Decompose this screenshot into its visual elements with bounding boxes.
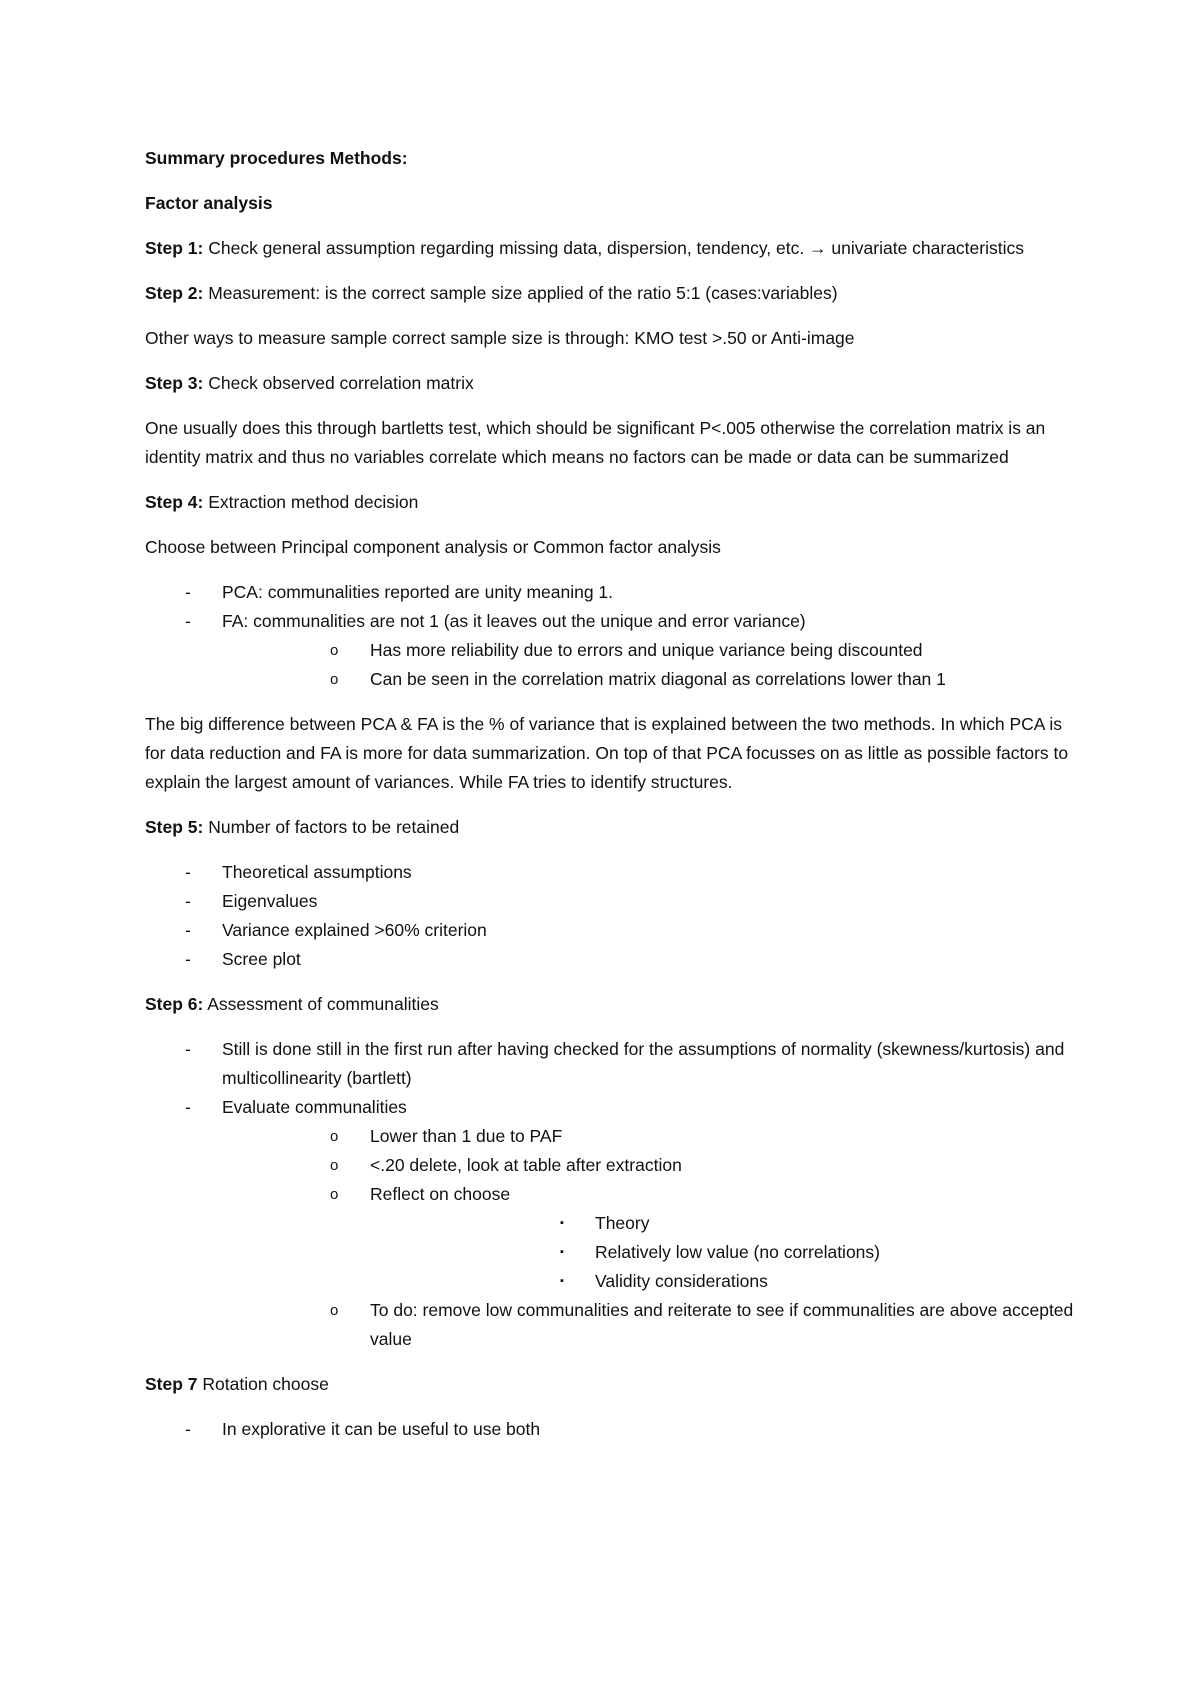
step-7-label: Step 7 [145,1374,198,1394]
list-item: - Evaluate communalities o Lower than 1 due to PAF o <.20 delete, look at table after extraction o Reflect on choose ▪ Theory ▪ Relatively low value (no correlations) ▪ Validity considerations o To do: remove low communalities and reiterate to see if communalities are above accepted value [145,1093,1075,1354]
step-5-text: Number of factors to be retained [203,817,460,837]
list-item: - Theoretical assumptions [145,858,1075,887]
list-item: ▪ Validity considerations [370,1267,1075,1296]
dash-bullet-icon: - [185,862,191,882]
list-item: ▪ Theory [370,1209,1075,1238]
dash-bullet-icon: - [185,891,191,911]
list-item: - Variance explained >60% criterion [145,916,1075,945]
step-4-label: Step 4: [145,492,204,512]
document-title: Summary procedures Methods: [145,148,408,168]
step-3-text: Check observed correlation matrix [203,373,474,393]
circle-bullet-icon: o [330,1302,339,1319]
square-bullet-icon: ▪ [560,1246,564,1258]
dash-bullet-icon: - [185,920,191,940]
dash-bullet-icon: - [185,1097,191,1117]
step-3 [145,369,1075,398]
step-2-note: Other ways to measure sample correct sample size is through: KMO test >.50 or Anti-image [145,328,855,348]
circle-bullet-icon: o [330,671,339,688]
communalities-sublist [222,1122,1075,1354]
list-item: o To do: remove low communalities and reiterate to see if communalities are above accepted value [222,1296,1075,1354]
step-6-text: Assessment of communalities [203,994,439,1014]
step-7-text: Rotation choose [197,1374,329,1394]
fa-sublist [222,636,1075,694]
list-item: - In explorative it can be useful to use both [145,1415,1075,1444]
dash-bullet-icon: - [185,949,191,969]
step-2-label: Step 2: [145,283,204,303]
square-bullet-icon: ▪ [560,1275,564,1287]
step-6-label: Step 6: [145,994,204,1014]
step-3-label: Step 3: [145,373,204,393]
step-3-note: One usually does this through bartletts test, which should be significant P<.005 otherwise the correlation matrix is an identity matrix and thus no variables correlate which means no factors can be made or data can be summarized [145,418,1046,467]
document-body [145,144,1075,1460]
circle-bullet-icon: o [330,1186,339,1203]
circle-bullet-icon: o [330,1128,339,1145]
dash-bullet-icon: - [185,1039,191,1059]
step-4-text: Extraction method decision [203,492,419,512]
step-1-label: Step 1: [145,238,204,258]
list-item: o Can be seen in the correlation matrix diagonal as correlations lower than 1 [222,665,1075,694]
step-6 [145,990,1075,1019]
step-4-list [145,578,1075,694]
step-2 [145,279,1075,308]
step-5 [145,813,1075,842]
dash-bullet-icon: - [185,1419,191,1439]
circle-bullet-icon: o [330,642,339,659]
step-7 [145,1370,1075,1399]
reflect-sublist [370,1209,1075,1296]
circle-bullet-icon: o [330,1157,339,1174]
list-item: - PCA: communalities reported are unity meaning 1. [145,578,1075,607]
list-item: - Eigenvalues [145,887,1075,916]
step-1 [145,234,1075,263]
step-4-note: Choose between Principal component analysis or Common factor analysis [145,537,721,557]
list-item: - FA: communalities are not 1 (as it leaves out the unique and error variance) o Has more reliability due to errors and unique variance being discounted o Can be seen in the correlation matrix diagonal as correlations lower than 1 [145,607,1075,694]
step-1-text: Check general assumption regarding missing data, dispersion, tendency, etc. → univariate characteristics [203,238,1024,258]
list-item: o Has more reliability due to errors and unique variance being discounted [222,636,1075,665]
step-5-label: Step 5: [145,817,204,837]
list-item: - Still is done still in the first run after having checked for the assumptions of normality (skewness/kurtosis) and multicollinearity (bartlett) [145,1035,1075,1093]
list-item: o Lower than 1 due to PAF [222,1122,1075,1151]
list-item: o Reflect on choose ▪ Theory ▪ Relatively low value (no correlations) ▪ Validity considerations [222,1180,1075,1296]
list-item: - Scree plot [145,945,1075,974]
step-5-list [145,858,1075,974]
list-item: o <.20 delete, look at table after extraction [222,1151,1075,1180]
square-bullet-icon: ▪ [560,1217,564,1229]
list-item: ▪ Relatively low value (no correlations) [370,1238,1075,1267]
difference-paragraph: The big difference between PCA & FA is the % of variance that is explained between the two methods. In which PCA is for data reduction and FA is more for data summarization. On top of that PCA focusses on as little as possible factors to explain the largest amount of variances. While FA tries to identify structures. [145,714,1069,792]
dash-bullet-icon: - [185,611,191,631]
step-4 [145,488,1075,517]
dash-bullet-icon: - [185,582,191,602]
step-6-list [145,1035,1075,1354]
section-heading: Factor analysis [145,193,273,213]
step-7-list [145,1415,1075,1444]
step-2-text: Measurement: is the correct sample size applied of the ratio 5:1 (cases:variables) [203,283,838,303]
